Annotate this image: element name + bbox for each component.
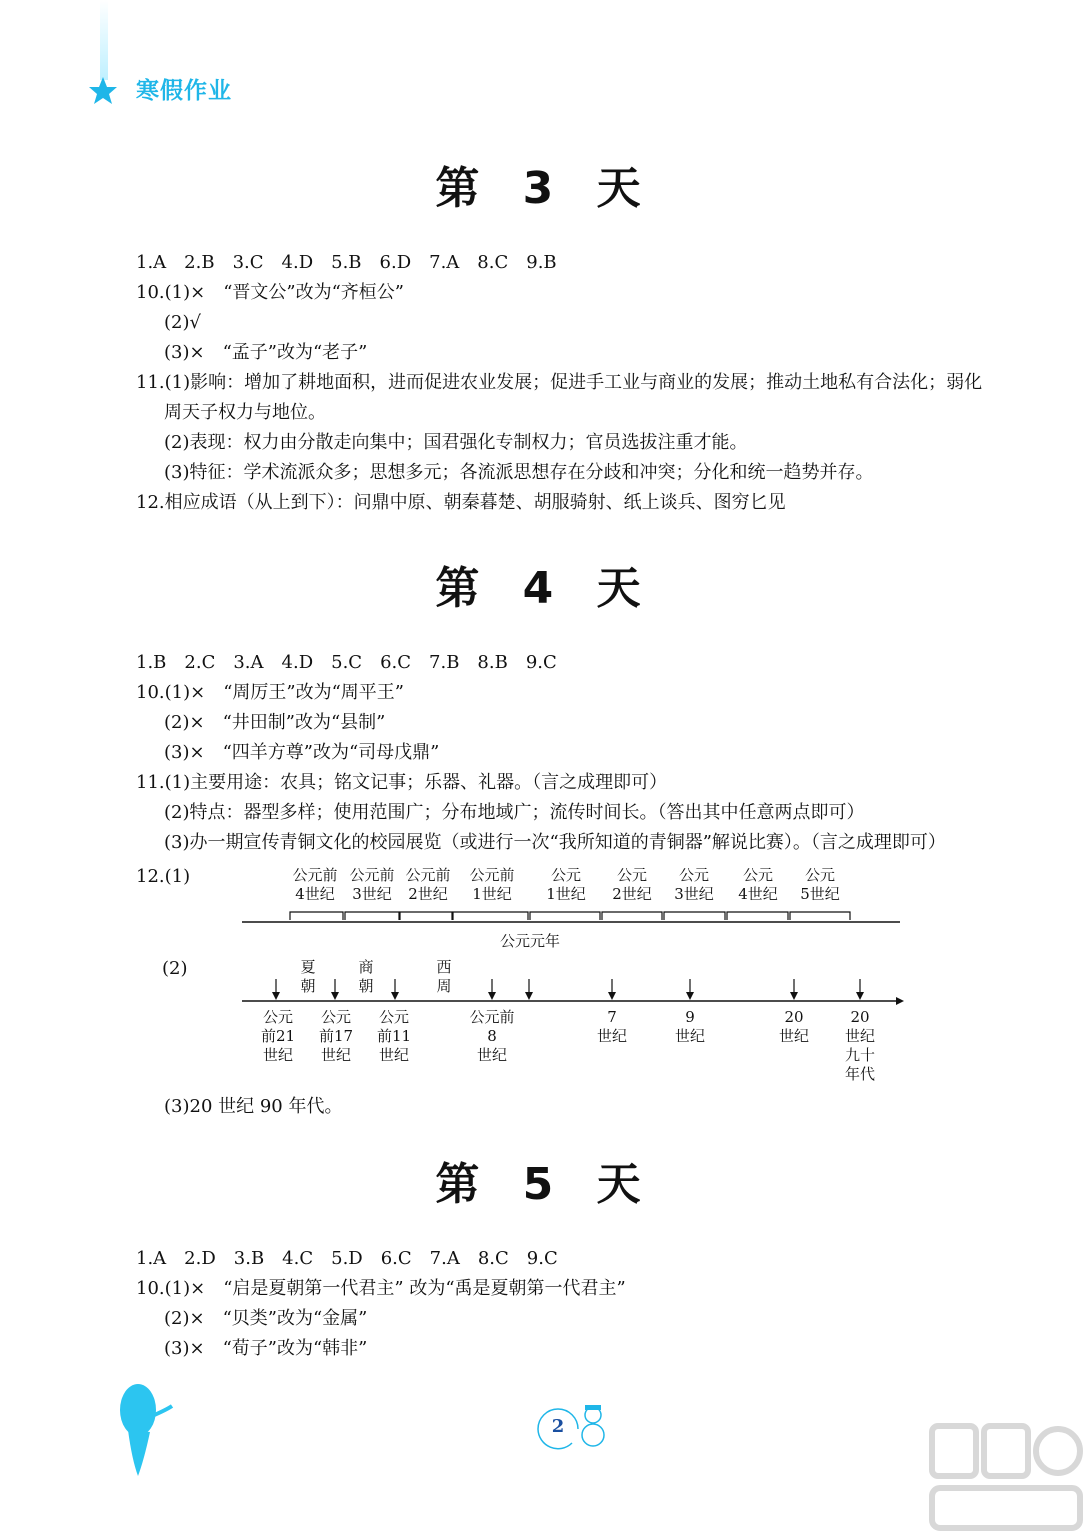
timeline1-label: 公元前 2世纪 — [405, 866, 451, 903]
timeline1-label: 公元 2世纪 — [612, 866, 652, 903]
answer-line: (3)办一期宣传青铜文化的校园展览（或进行一次“我所知道的青铜器”解说比赛）。（言之成理即可） — [164, 832, 946, 853]
q12-label: 12.(1) — [136, 866, 191, 887]
answer-line: 11.(1)主要用途：农具；铭文记事；乐器、礼器。（言之成理即可） — [136, 772, 668, 793]
snowman-icon — [580, 1404, 606, 1450]
timeline2-arrow-head — [856, 992, 864, 1000]
timeline1-label: 公元 4世纪 — [738, 866, 778, 903]
mascot-icon — [110, 1380, 180, 1480]
timeline2-bottom-label: 公元 前21 世纪 — [260, 1008, 296, 1064]
timeline2-arrow-head — [488, 992, 496, 1000]
timeline1-label: 公元前 1世纪 — [469, 866, 515, 903]
timeline1-label: 公元 1世纪 — [546, 866, 586, 903]
timeline1-brace — [400, 912, 452, 920]
timeline2-arrow-head — [525, 992, 533, 1000]
timeline1-center-label: 公元元年 — [499, 932, 560, 950]
header-decoration-bar — [100, 0, 108, 80]
answer-line: 1.B 2.C 3.A 4.D 5.C 6.C 7.B 8.B 9.C — [136, 652, 557, 673]
answer-line: (2)× “井田制”改为“县制” — [164, 712, 386, 733]
timeline2-bottom-label: 20 世纪 九十 年代 — [844, 1008, 875, 1083]
answer-line: 1.A 2.D 3.B 4.C 5.D 6.C 7.A 8.C 9.C — [136, 1248, 558, 1269]
q12-3-answer: (3)20 世纪 90 年代。 — [164, 1096, 343, 1117]
answer-line: 1.A 2.B 3.C 4.D 5.B 6.D 7.A 8.C 9.B — [136, 252, 557, 273]
day5-title: 第 5 天 — [435, 1159, 655, 1210]
timeline2-top-label: 夏 朝 — [300, 958, 316, 995]
timeline2-axis — [0, 975, 1090, 1015]
answer-line: (2)特点：器型多样；使用范围广；分布地域广；流传时间长。（答出其中任意两点即可） — [164, 802, 865, 823]
page-number: 2 — [551, 1416, 565, 1437]
day3-answers — [136, 248, 982, 518]
answer-line: 10.(1)× “周厉王”改为“周平王” — [136, 682, 405, 703]
star-icon — [88, 76, 118, 106]
timeline1-brace — [530, 912, 600, 920]
answer-line: (2)× “贝类”改为“金属” — [164, 1308, 368, 1329]
timeline1-label: 公元 5世纪 — [800, 866, 840, 903]
timeline2-arrow-head — [331, 992, 339, 1000]
timeline1-label: 公元前 3世纪 — [349, 866, 395, 903]
timeline2-arrow-head — [391, 992, 399, 1000]
timeline1-axis — [0, 900, 1090, 930]
timeline1-label: 公元 3世纪 — [674, 866, 714, 903]
q12-sub2-label: (2) — [162, 958, 188, 979]
day4-title: 第 4 天 — [435, 563, 655, 614]
timeline1-brace — [453, 912, 528, 920]
answer-line: 10.(1)× “晋文公”改为“齐桓公” — [136, 282, 405, 303]
answer-line: (2)表现：权力由分散走向集中；国君强化专制权力；官员选拔注重才能。 — [164, 432, 748, 453]
answer-line: (3)× “四羊方尊”改为“司母戊鼎” — [164, 742, 440, 763]
timeline2-arrow-head — [686, 992, 694, 1000]
timeline1-brace — [602, 912, 662, 920]
answer-line: 11.(1)影响：增加了耕地面积，进而促进农业发展；促进手工业与商业的发展；推动土地私有合法化；弱化 — [136, 372, 983, 393]
timeline1-brace — [664, 912, 725, 920]
timeline1-brace — [790, 912, 850, 920]
timeline2-bottom-label: 9 世纪 — [674, 1008, 705, 1045]
timeline1-brace — [290, 912, 343, 920]
timeline2-bottom-label: 公元前 8 世纪 — [469, 1008, 515, 1064]
answer-line: (2)√ — [164, 312, 201, 333]
timeline1-brace — [345, 912, 399, 920]
answer-line: (3)特征：学术流派众多；思想多元；各流派思想存在分歧和冲突；分化和统一趋势并存。 — [164, 462, 874, 483]
answer-line: 12.相应成语（从上到下）：问鼎中原、朝秦暮楚、胡服骑射、纸上谈兵、图穷匕见 — [136, 492, 786, 513]
timeline2-bottom-label: 公元 前17 世纪 — [318, 1008, 354, 1064]
day5-answers — [136, 1244, 626, 1364]
timeline2-arrow-head — [272, 992, 280, 1000]
answer-line: 周天子权力与地位。 — [164, 402, 326, 423]
timeline1-brace — [727, 912, 788, 920]
timeline2-bottom-label: 公元 前11 世纪 — [376, 1008, 412, 1064]
timeline2-bottom-label: 20 世纪 — [778, 1008, 809, 1045]
answer-line: 10.(1)× “启是夏朝第一代君主” 改为“禹是夏朝第一代君主” — [136, 1278, 626, 1299]
timeline2-top-label: 商 朝 — [358, 958, 374, 995]
answer-line: (3)× “荀子”改为“韩非” — [164, 1338, 368, 1359]
timeline2-arrow-head — [608, 992, 616, 1000]
answer-line: (3)× “孟子”改为“老子” — [164, 342, 368, 363]
timeline2-arrow-head — [790, 992, 798, 1000]
day3-title: 第 3 天 — [435, 163, 655, 214]
watermark-logo — [926, 1418, 1086, 1534]
day4-answers — [136, 648, 946, 858]
timeline2-top-label: 西 周 — [436, 958, 452, 995]
timeline1-label: 公元前 4世纪 — [292, 866, 338, 903]
header-title: 寒假作业 — [136, 78, 232, 104]
timeline2-bottom-label: 7 世纪 — [596, 1008, 627, 1045]
